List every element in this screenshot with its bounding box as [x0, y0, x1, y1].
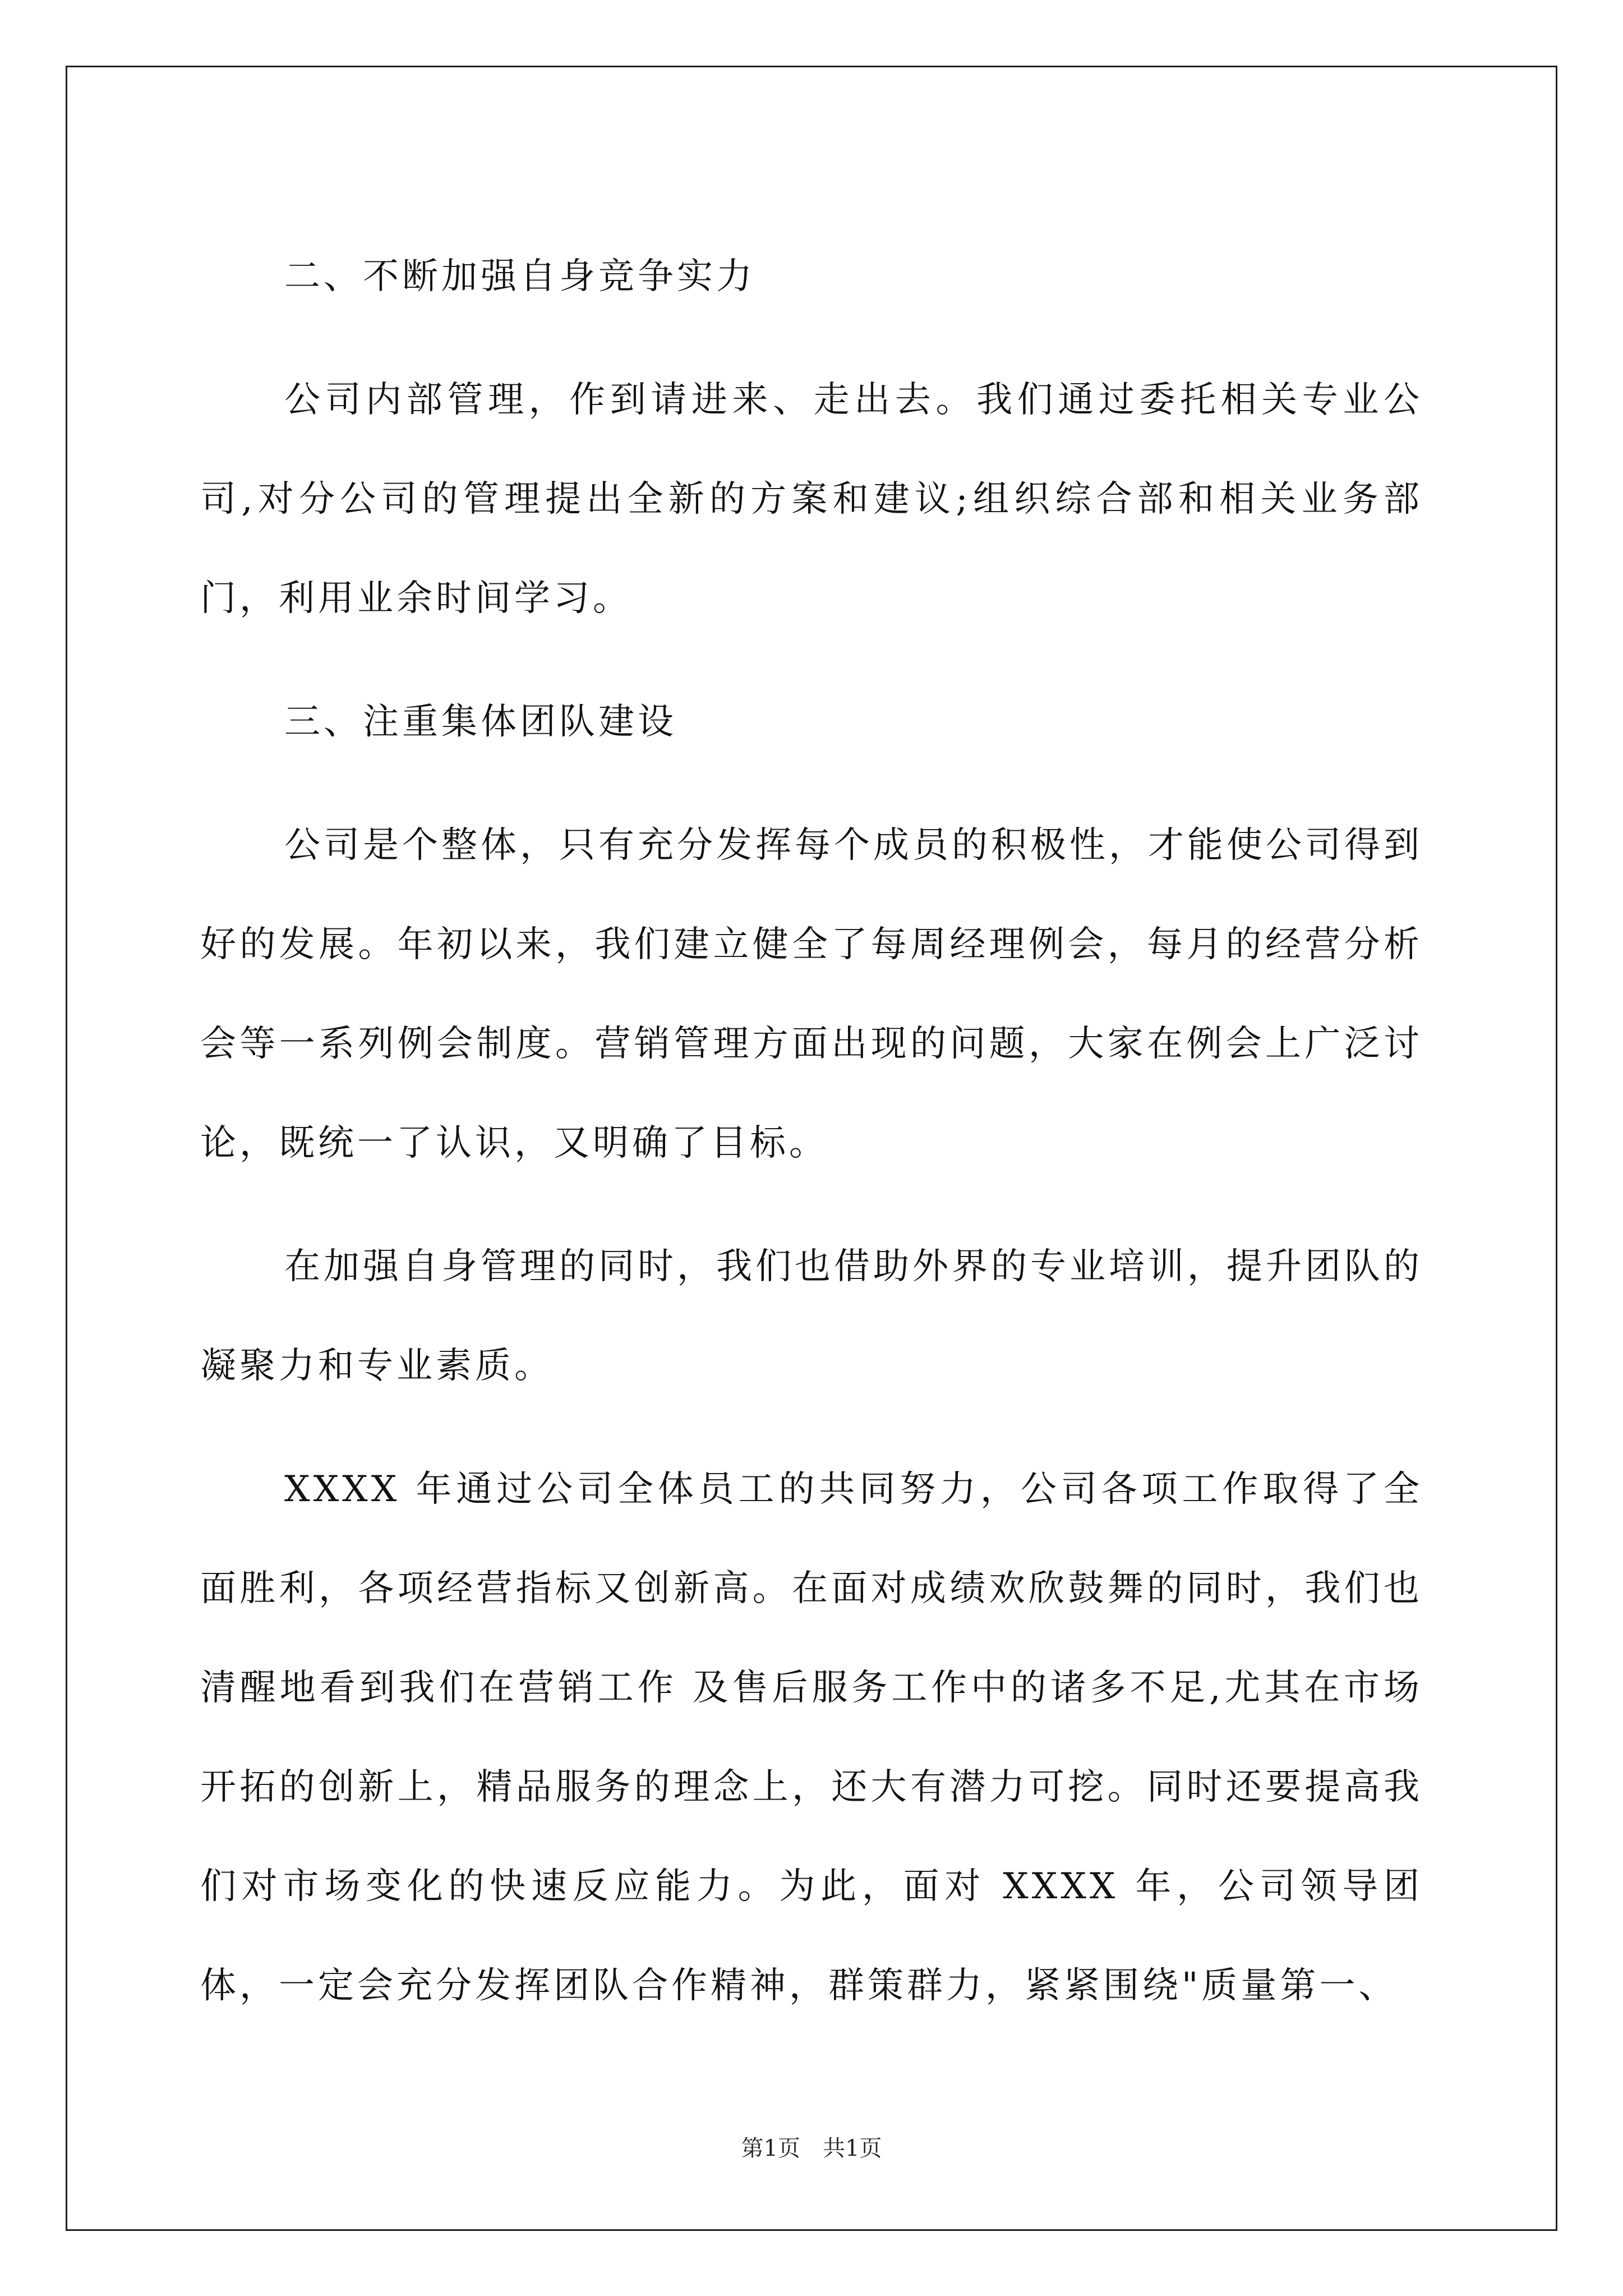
page-number-footer: 第1页 共1页 [741, 2136, 882, 2161]
document-body [200, 227, 1423, 2060]
section-heading-2: 二、不断加强自身竞争实力 [284, 256, 755, 297]
paragraph-annual-summary: XXXX 年通过公司全体员工的共同努力，公司各项工作取得了全面胜利，各项经营指标又创新高。在面对成绩欢欣鼓舞的同时，我们也清醒地看到我们在营销工作 及售后服务工作中的诸多不足,尤其在市场开拓的创新上，精品服务的理念上，还大有潜力可挖。同时还要提高我们对市场变化的快速反应能力。为此，面对 XXXX 年，公司领导团体，一定会充分发挥团队合作精神，群策群力，紧紧围绕"质量第一、 [200, 1469, 1423, 2007]
section-heading-3: 三、注重集体团队建设 [284, 701, 677, 743]
paragraph-training: 在加强自身管理的同时，我们也借助外界的专业培训，提升团队的凝聚力和专业素质。 [200, 1246, 1423, 1387]
paragraph-team-whole: 公司是个整体，只有充分发挥每个成员的积极性，才能使公司得到好的发展。年初以来，我们建立健全了每周经理例会，每月的经营分析会等一系列例会制度。营销管理方面出现的问题，大家在例会上广泛讨论，既统一了认识，又明确了目标。 [200, 825, 1423, 1164]
paragraph-internal-management: 公司内部管理，作到请进来、走出去。我们通过委托相关专业公司,对分公司的管理提出全新的方案和建议;组织综合部和相关业务部门，利用业余时间学习。 [200, 379, 1423, 619]
